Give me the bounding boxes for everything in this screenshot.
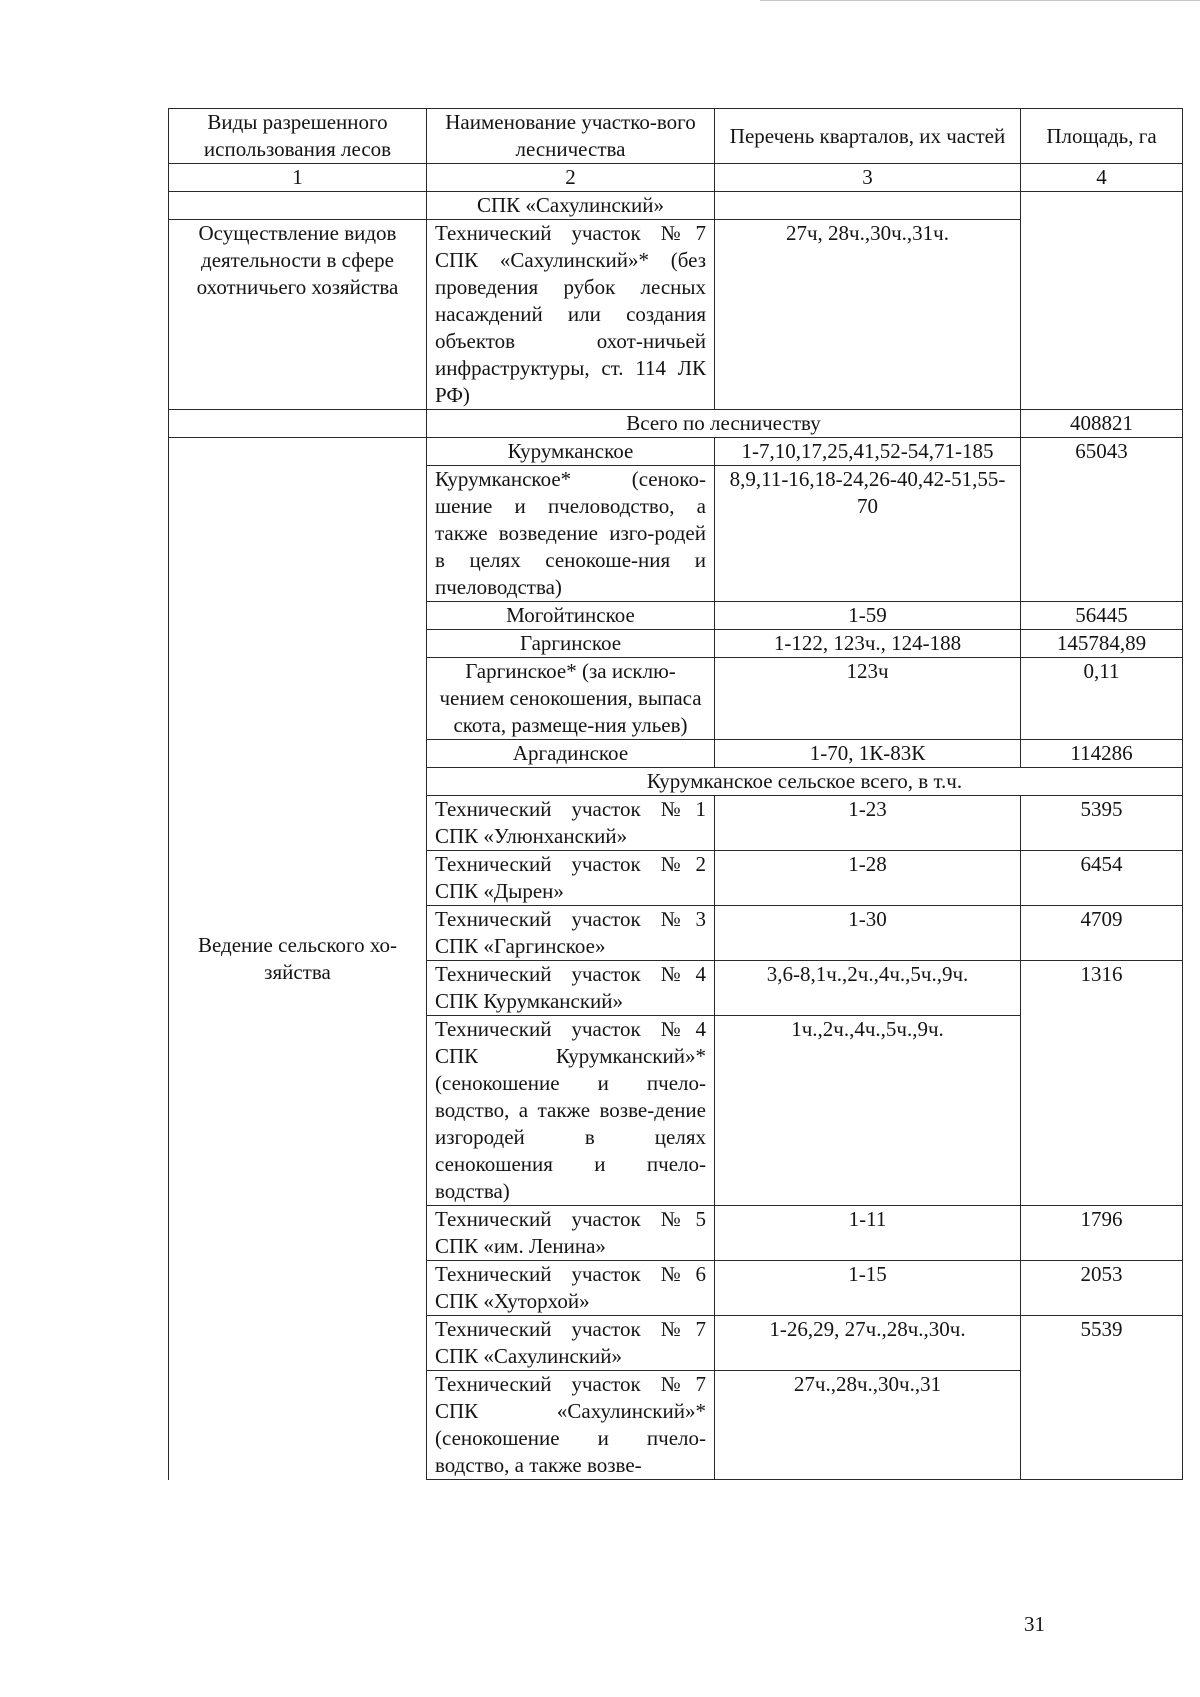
header-district-name: Наименование участко-вого лесничества: [427, 109, 715, 164]
district-name: Гаргинское* (за исклю-чением сенокошения, выпаса скота, размеще-ния ульев): [427, 658, 715, 740]
district-name: Технический участок №7 СПК «Сахулинский»: [427, 1316, 715, 1371]
forest-use-table: [168, 108, 1183, 1480]
total-label: Всего по лесничеству: [427, 410, 1021, 438]
district-name: Технический участок №7 СПК «Сахулинский»* (без проведения рубок лесных насаждений или создания объектов охот-ничьей инфраструктуры, ст. 114 ЛК РФ): [427, 220, 715, 410]
district-name: Технический участок №6 СПК «Хуторхой»: [427, 1261, 715, 1316]
header-quarters-list: Перечень кварталов, их частей: [715, 109, 1021, 164]
table-header-row: [169, 109, 1183, 164]
quarters-list: 1-7,10,17,25,41,52-54,71-185: [715, 438, 1021, 466]
header-use-types: Виды разрешенного использования лесов: [169, 109, 427, 164]
empty-cell: [1021, 192, 1183, 410]
area-value: 6454: [1021, 851, 1183, 906]
quarters-list: 8,9,11-16,18-24,26-40,42-51,55-70: [715, 466, 1021, 602]
quarters-list: 3,6-8,1ч.,2ч.,4ч.,5ч.,9ч.: [715, 961, 1021, 1016]
district-name: Курумканское* (сеноко-шение и пчеловодство, а также возведение изго-родей в целях сенокоше-ния и пчеловодства): [427, 466, 715, 602]
page-number: 31: [1024, 1612, 1045, 1636]
area-value: 0,11: [1021, 658, 1183, 740]
header-area: Площадь, га: [1021, 109, 1183, 164]
use-type-agriculture: Ведение сельского хо-зяйства: [169, 438, 427, 1480]
quarters-list: 1-28: [715, 851, 1021, 906]
quarters-list: 27ч, 28ч.,30ч.,31ч.: [715, 220, 1021, 410]
header-number-2: 2: [427, 164, 715, 192]
district-name: Технический участок №4 СПК Курумканский»* (сенокошение и пчело-водство, а также возве-дение изгородей в целях сенокошения и пчело-водства): [427, 1016, 715, 1206]
quarters-list: 1-26,29, 27ч.,28ч.,30ч.: [715, 1316, 1021, 1371]
area-value: 114286: [1021, 740, 1183, 768]
quarters-list: 1-70, 1К-83К: [715, 740, 1021, 768]
quarters-list: 1-122, 123ч., 124-188: [715, 630, 1021, 658]
header-number-1: 1: [169, 164, 427, 192]
quarters-list: 1-30: [715, 906, 1021, 961]
quarters-list: 1-23: [715, 796, 1021, 851]
scan-edge-line: [760, 0, 1200, 1]
quarters-list: 1ч.,2ч.,4ч.,5ч.,9ч.: [715, 1016, 1021, 1206]
district-name: Технический участок №3 СПК «Гаргинское»: [427, 906, 715, 961]
area-value: 65043: [1021, 438, 1183, 602]
table-row: [169, 410, 1183, 438]
area-value: 1796: [1021, 1206, 1183, 1261]
district-name: Технический участок №2 СПК «Дырен»: [427, 851, 715, 906]
district-name: Технический участок №4 СПК Курумканский»: [427, 961, 715, 1016]
quarters-list: 1-11: [715, 1206, 1021, 1261]
district-name: Технический участок №7 СПК «Сахулинский»* (сенокошение и пчело-водство, а также возве-: [427, 1371, 715, 1480]
quarters-list: 1-59: [715, 602, 1021, 630]
quarters-list: 27ч.,28ч.,30ч.,31: [715, 1371, 1021, 1480]
table-row: [169, 438, 1183, 466]
total-area: 408821: [1021, 410, 1183, 438]
district-name: Могойтинское: [427, 602, 715, 630]
district-name: Курумканское: [427, 438, 715, 466]
area-value: 145784,89: [1021, 630, 1183, 658]
table-row: [169, 192, 1183, 220]
area-value: 4709: [1021, 906, 1183, 961]
district-name: СПК «Сахулинский»: [427, 192, 715, 220]
quarters-list: 123ч: [715, 658, 1021, 740]
area-value: 2053: [1021, 1261, 1183, 1316]
header-number-3: 3: [715, 164, 1021, 192]
area-value: 5395: [1021, 796, 1183, 851]
district-name: Технический участок №1 СПК «Улюнханский»: [427, 796, 715, 851]
table-number-row: [169, 164, 1183, 192]
header-number-4: 4: [1021, 164, 1183, 192]
area-value: 1316: [1021, 961, 1183, 1206]
area-value: 56445: [1021, 602, 1183, 630]
empty-cell: [715, 192, 1021, 220]
use-type-hunting: Осуществление видов деятельности в сфере охотничьего хозяйства: [169, 220, 427, 410]
district-name: Гаргинское: [427, 630, 715, 658]
empty-cell: [169, 192, 427, 220]
empty-cell: [169, 410, 427, 438]
district-name: Технический участок №5 СПК «им. Ленина»: [427, 1206, 715, 1261]
area-value: 5539: [1021, 1316, 1183, 1480]
quarters-list: 1-15: [715, 1261, 1021, 1316]
district-name: Аргадинское: [427, 740, 715, 768]
subtotal-label: Курумканское сельское всего, в т.ч.: [427, 768, 1183, 796]
